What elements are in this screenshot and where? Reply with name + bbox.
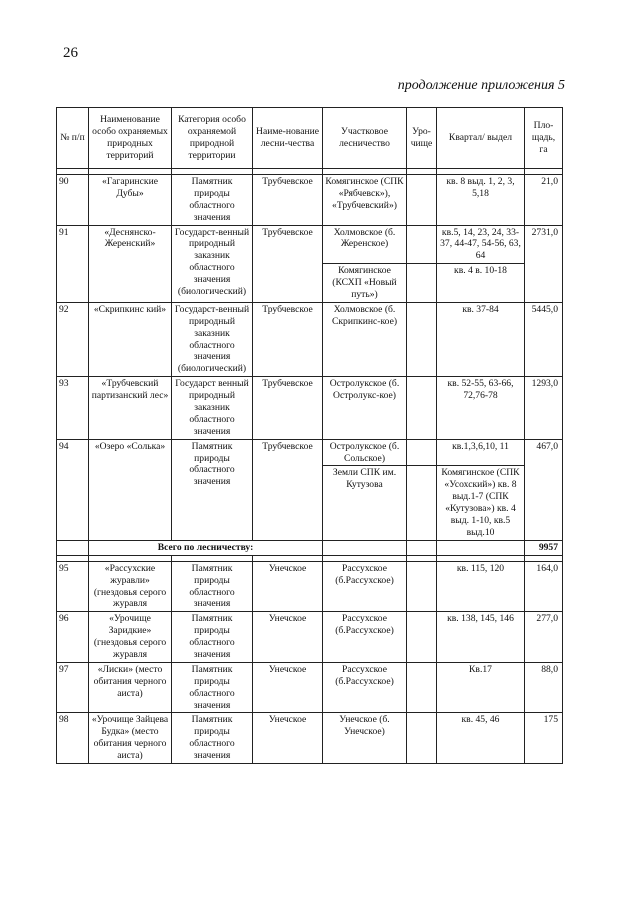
row-name: «Гагаринские Дубы» xyxy=(89,175,172,226)
row-forestry: Унечское xyxy=(253,713,323,764)
row-name: «Рассухские журавли» (гнездовья серого журавля xyxy=(89,561,172,612)
row-num: 95 xyxy=(57,561,89,612)
row-forestry: Унечское xyxy=(253,612,323,663)
row-forestry: Трубчевское xyxy=(253,377,323,439)
row-category: Памятник природы областного значения xyxy=(172,561,253,612)
row-forestry: Трубчевское xyxy=(253,302,323,376)
table-row xyxy=(57,662,563,713)
row-district: Унечское (б. Унечское) xyxy=(323,713,407,764)
row-quarter: кв. 52-55, 63-66, 72,76-78 xyxy=(437,377,525,439)
row-district: Рассухское (б.Рассухское) xyxy=(323,561,407,612)
row-district: Остролукское (б. Остролукс-кое) xyxy=(323,377,407,439)
row-area: 21,0 xyxy=(525,175,563,226)
row-area: 175 xyxy=(525,713,563,764)
row-area: 5445,0 xyxy=(525,302,563,376)
row-quarter: Комягинское (СПК «Усохский») кв. 8 выд.1-7 (СПК «Кутузова») кв. 4 выд. 1-10, кв.5 выд.10 xyxy=(437,466,525,540)
row-tract xyxy=(407,466,437,540)
row-num: 96 xyxy=(57,612,89,663)
page-number: 26 xyxy=(63,45,78,61)
row-forestry: Унечское xyxy=(253,662,323,713)
row-name: «Деснянско-Жеренский» xyxy=(89,225,172,302)
row-district: Рассухское (б.Рассухское) xyxy=(323,662,407,713)
row-name: «Скрипкинс кий» xyxy=(89,302,172,376)
row-category: Памятник природы областного значения xyxy=(172,662,253,713)
header-district: Участковое лесничество xyxy=(323,108,407,169)
total-row xyxy=(57,540,563,555)
row-tract xyxy=(407,662,437,713)
table-row xyxy=(57,561,563,612)
row-name: «Озеро «Солька» xyxy=(89,439,172,540)
row-quarter: кв. 45, 46 xyxy=(437,713,525,764)
row-num: 97 xyxy=(57,662,89,713)
row-quarter: кв. 8 выд. 1, 2, 3, 5,18 xyxy=(437,175,525,226)
row-tract xyxy=(407,302,437,376)
total-label: Всего по лесничеству: xyxy=(89,540,323,555)
row-tract xyxy=(407,175,437,226)
header-area: Пло-щадь, га xyxy=(525,108,563,169)
row-num: 91 xyxy=(57,225,89,302)
row-num: 90 xyxy=(57,175,89,226)
row-area: 467,0 xyxy=(525,439,563,540)
header-num: № п/п xyxy=(57,108,89,169)
header-tract: Уро-чище xyxy=(407,108,437,169)
row-num: 92 xyxy=(57,302,89,376)
table-row xyxy=(57,612,563,663)
row-name: «Урочище Заридкие» (гнездовья серого журавля xyxy=(89,612,172,663)
row-district: Комягинское (КСХП «Новый путь») xyxy=(323,264,407,303)
row-forestry: Трубчевское xyxy=(253,175,323,226)
row-area: 277,0 xyxy=(525,612,563,663)
row-category: Государст-венный природный заказник областного значения (биологический) xyxy=(172,225,253,302)
row-forestry: Унечское xyxy=(253,561,323,612)
row-category: Государст-венный природный заказник областного значения (биологический) xyxy=(172,302,253,376)
row-tract xyxy=(407,225,437,264)
row-category: Памятник природы областного значения xyxy=(172,612,253,663)
row-district: Рассухское (б.Рассухское) xyxy=(323,612,407,663)
row-tract xyxy=(407,612,437,663)
row-area: 164,0 xyxy=(525,561,563,612)
header-quarter: Квартал/ выдел xyxy=(437,108,525,169)
table-row xyxy=(57,377,563,439)
row-category: Памятник природы областного значения xyxy=(172,175,253,226)
row-district: Холмовское (б. Жеренское) xyxy=(323,225,407,264)
total-value: 9957 xyxy=(525,540,563,555)
protected-areas-table xyxy=(56,107,563,764)
table-row xyxy=(57,225,563,264)
row-district: Земли СПК им. Кутузова xyxy=(323,466,407,540)
row-quarter: кв.5, 14, 23, 24, 33-37, 44-47, 54-56, 63, 64 xyxy=(437,225,525,264)
row-quarter: кв. 4 в. 10-18 xyxy=(437,264,525,303)
row-quarter: кв. 37-84 xyxy=(437,302,525,376)
table-row xyxy=(57,439,563,466)
row-num: 98 xyxy=(57,713,89,764)
row-area: 88,0 xyxy=(525,662,563,713)
row-quarter: кв. 138, 145, 146 xyxy=(437,612,525,663)
row-tract xyxy=(407,439,437,466)
row-tract xyxy=(407,377,437,439)
table-row xyxy=(57,175,563,226)
row-name: «Трубчевский партизанский лес» xyxy=(89,377,172,439)
row-num: 94 xyxy=(57,439,89,540)
row-category: Памятник природы областного значения xyxy=(172,713,253,764)
row-district: Холмовское (б. Скрипкинс-кое) xyxy=(323,302,407,376)
row-quarter: кв.1,3,6,10, 11 xyxy=(437,439,525,466)
row-forestry: Трубчевское xyxy=(253,439,323,540)
row-tract xyxy=(407,561,437,612)
row-area: 1293,0 xyxy=(525,377,563,439)
header-name: Наименование особо охраняемых природных территорий xyxy=(89,108,172,169)
row-num: 93 xyxy=(57,377,89,439)
row-tract xyxy=(407,713,437,764)
table-row xyxy=(57,713,563,764)
row-district: Остролукское (б. Сольское) xyxy=(323,439,407,466)
row-name: «Лиски» (место обитания черного аиста) xyxy=(89,662,172,713)
row-forestry: Трубчевское xyxy=(253,225,323,302)
row-area: 2731,0 xyxy=(525,225,563,302)
table-header-row xyxy=(57,108,563,169)
row-quarter: кв. 115, 120 xyxy=(437,561,525,612)
table-row xyxy=(57,302,563,376)
row-quarter: Кв.17 xyxy=(437,662,525,713)
row-category: Памятник природы областного значения xyxy=(172,439,253,540)
row-tract xyxy=(407,264,437,303)
row-category: Государст венный природный заказник областного значения xyxy=(172,377,253,439)
row-district: Комягинское (СПК «Рябчевск»), «Трубчевский») xyxy=(323,175,407,226)
row-name: «Урочище Зайцева Будка» (место обитания черного аиста) xyxy=(89,713,172,764)
appendix-note: продолжение приложения 5 xyxy=(397,78,565,93)
header-category: Категория особо охраняемой природной территории xyxy=(172,108,253,169)
header-forestry: Наиме-нование лесни-чества xyxy=(253,108,323,169)
